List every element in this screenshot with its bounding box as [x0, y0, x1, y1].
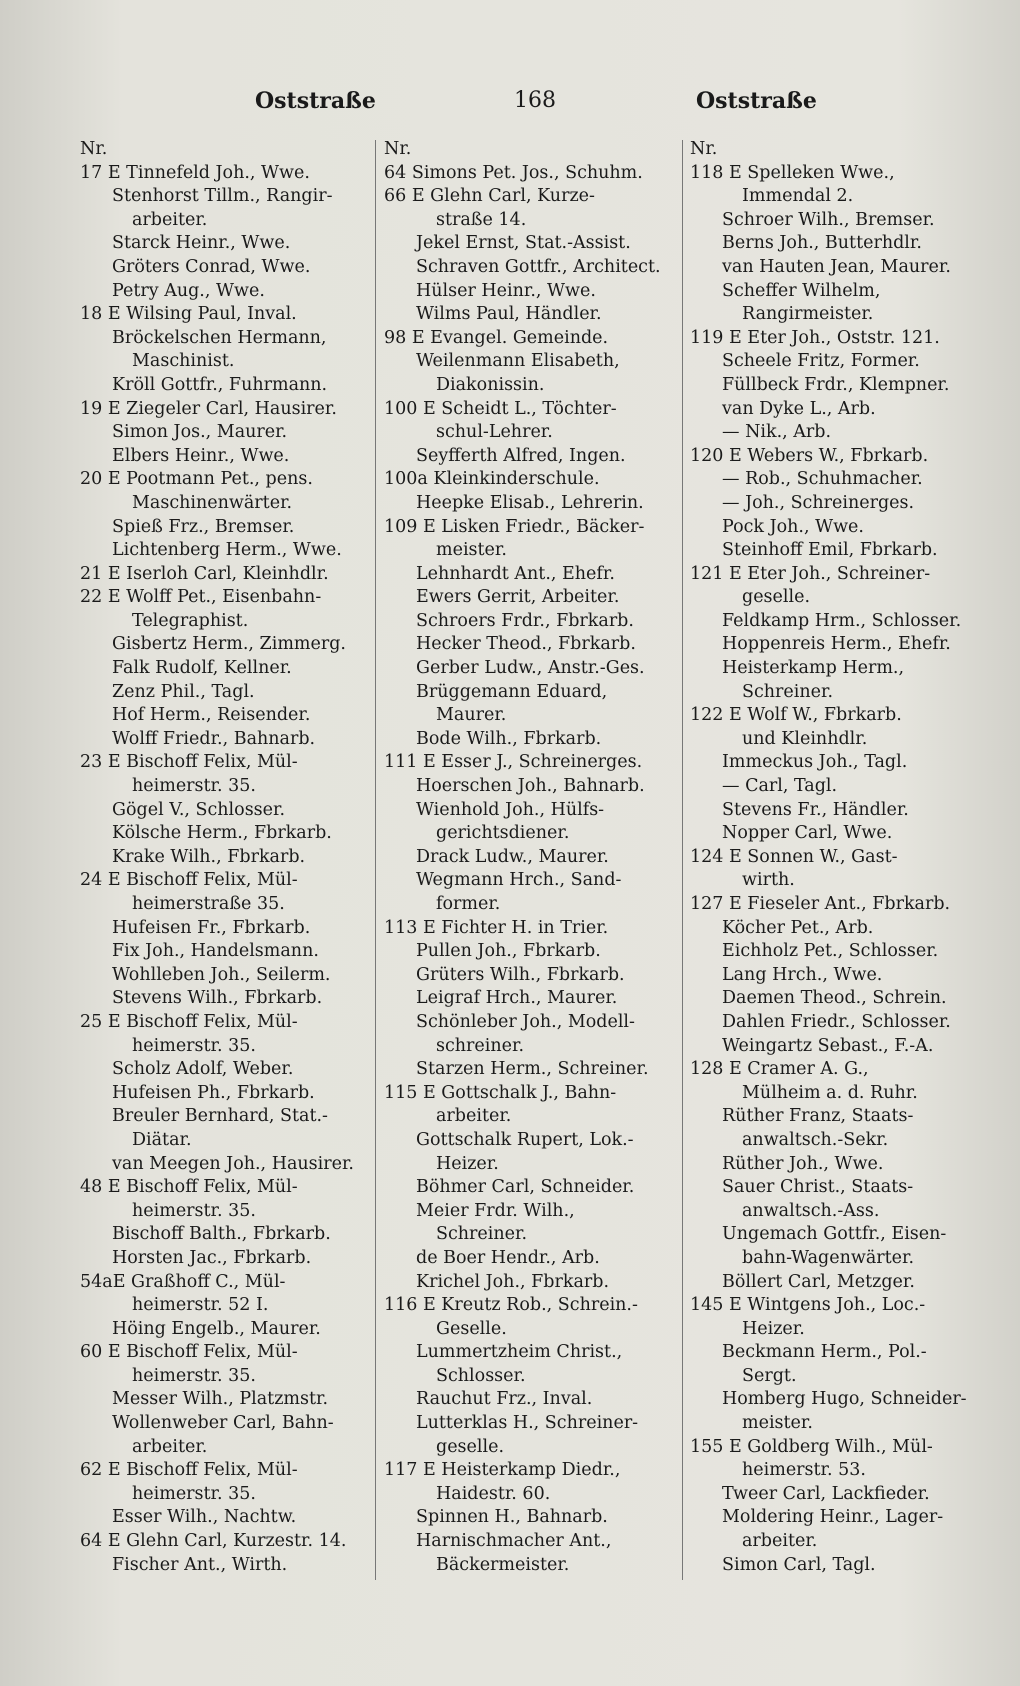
column-right — [690, 138, 980, 1626]
house-entry: 116 E Kreutz Rob., Schrein.- — [384, 1295, 638, 1316]
resident-entry: Höing Engelb., Maurer. — [112, 1318, 321, 1339]
resident-entry: Schraven Gottfr., Architect. — [416, 256, 661, 277]
house-entry: 20 E Pootmann Pet., pens. — [80, 469, 313, 490]
house-entry: 64 E Glehn Carl, Kurzestr. 14. — [80, 1531, 347, 1552]
resident-entry: schreiner. — [436, 1035, 525, 1056]
resident-entry: Tweer Carl, Lackfieder. — [722, 1483, 930, 1504]
resident-entry: Hoppenreis Herm., Ehefr. — [722, 634, 951, 655]
house-entry: Nr. — [384, 139, 412, 159]
house-entry: 100 E Scheidt L., Töchter- — [384, 398, 617, 419]
resident-entry: Hoerschen Joh., Bahnarb. — [416, 776, 645, 797]
resident-entry: Maurer. — [436, 705, 507, 726]
resident-entry: geselle. — [742, 587, 811, 608]
resident-entry: van Meegen Joh., Hausirer. — [112, 1153, 354, 1174]
house-entry: 122 E Wolf W., Fbrkarb. — [690, 705, 902, 726]
resident-entry: Haidestr. 60. — [436, 1483, 551, 1504]
resident-entry: Wienhold Joh., Hülfs- — [416, 799, 605, 820]
resident-entry: Starck Heinr., Wwe. — [112, 233, 291, 254]
resident-entry: Heizer. — [742, 1318, 805, 1339]
resident-entry: Immeckus Joh., Tagl. — [722, 752, 908, 773]
house-entry: 66 E Glehn Carl, Kurze- — [384, 186, 595, 207]
house-entry: 117 E Heisterkamp Diedr., — [384, 1460, 621, 1481]
resident-entry: de Boer Hendr., Arb. — [416, 1247, 600, 1268]
resident-entry: straße 14. — [436, 209, 527, 230]
resident-entry: Feldkamp Hrm., Schlosser. — [722, 610, 962, 631]
resident-entry: Horsten Jac., Fbrkarb. — [112, 1247, 312, 1268]
resident-entry: Wollenweber Carl, Bahn- — [112, 1413, 334, 1434]
resident-entry: Sauer Christ., Staats- — [722, 1177, 914, 1198]
house-entry: Nr. — [80, 139, 108, 159]
resident-entry: Lang Hrch., Wwe. — [722, 964, 883, 985]
column-rule — [682, 140, 683, 1580]
resident-entry: Eichholz Pet., Schlosser. — [722, 941, 939, 962]
page-number: 168 — [514, 88, 556, 113]
resident-entry: heimerstr. 53. — [742, 1460, 866, 1481]
resident-entry: Schreiner. — [436, 1224, 528, 1245]
resident-entry: van Dyke L., Arb. — [722, 398, 876, 419]
column-rule — [375, 140, 376, 1580]
resident-entry: Heizer. — [436, 1153, 499, 1174]
resident-entry: Gottschalk Rupert, Lok.- — [416, 1129, 634, 1150]
house-entry: 54aE Graßhoff C., Mül- — [80, 1271, 286, 1292]
resident-entry: Schlosser. — [436, 1365, 526, 1386]
resident-entry: heimerstr. 35. — [132, 1483, 256, 1504]
resident-entry: Brüggemann Eduard, — [416, 681, 608, 702]
resident-entry: Meier Frdr. Wilh., — [416, 1200, 575, 1221]
resident-entry: Hülser Heinr., Wwe. — [416, 280, 596, 301]
house-entry: 24 E Bischoff Felix, Mül- — [80, 870, 298, 891]
house-entry: 98 E Evangel. Gemeinde. — [384, 327, 609, 348]
house-entry: 18 E Wilsing Paul, Inval. — [80, 304, 297, 325]
house-entry: 155 E Goldberg Wilh., Mül- — [690, 1436, 933, 1457]
resident-entry: Rüther Joh., Wwe. — [722, 1153, 884, 1174]
resident-entry: Weilenmann Elisabeth, — [416, 351, 620, 372]
resident-entry: Schroer Wilh., Bremser. — [722, 209, 935, 230]
resident-entry: Grüters Wilh., Fbrkarb. — [416, 964, 625, 985]
house-entry: 64 Simons Pet. Jos., Schuhm. — [384, 162, 643, 183]
resident-entry: Simon Carl, Tagl. — [722, 1554, 876, 1575]
resident-entry: Lutterklas H., Schreiner- — [416, 1413, 639, 1434]
resident-entry: Fischer Ant., Wirth. — [112, 1554, 288, 1575]
resident-entry: Harnischmacher Ant., — [416, 1531, 612, 1552]
house-entry: Nr. — [690, 139, 718, 159]
resident-entry: Drack Ludw., Maurer. — [416, 846, 609, 867]
house-entry: 111 E Esser J., Schreinerges. — [384, 752, 643, 773]
resident-entry: heimerstraße 35. — [132, 894, 285, 914]
resident-entry: Böllert Carl, Metzger. — [722, 1271, 915, 1292]
running-head-right: Oststraße — [696, 88, 817, 114]
resident-entry: Böhmer Carl, Schneider. — [416, 1177, 635, 1198]
house-entry: 109 E Lisken Friedr., Bäcker- — [384, 516, 645, 537]
resident-entry: Schönleber Joh., Modell- — [416, 1011, 635, 1032]
resident-entry: Pock Joh., Wwe. — [722, 516, 864, 537]
resident-entry: Pullen Joh., Fbrkarb. — [416, 941, 601, 962]
house-entry: 22 E Wolff Pet., Eisenbahn- — [80, 587, 322, 608]
resident-entry: Hecker Theod., Fbrkarb. — [416, 634, 636, 655]
resident-entry: Elbers Heinr., Wwe. — [112, 445, 290, 466]
resident-entry: arbeiter. — [132, 209, 208, 230]
resident-entry: Hufeisen Ph., Fbrkarb. — [112, 1082, 315, 1103]
resident-entry: Wolff Friedr., Bahnarb. — [112, 728, 316, 749]
resident-entry: schul-Lehrer. — [436, 422, 553, 443]
resident-entry: Maschinist. — [132, 351, 235, 372]
resident-entry: — Rob., Schuhmacher. — [722, 469, 923, 490]
house-entry: 62 E Bischoff Felix, Mül- — [80, 1460, 298, 1481]
resident-entry: Moldering Heinr., Lager- — [722, 1507, 944, 1528]
resident-entry: Geselle. — [436, 1318, 507, 1339]
house-entry: 21 E Iserloh Carl, Kleinhdlr. — [80, 563, 329, 584]
resident-entry: Maschinenwärter. — [132, 492, 293, 513]
resident-entry: Rüther Franz, Staats- — [722, 1106, 914, 1127]
resident-entry: Immendal 2. — [742, 186, 854, 207]
resident-entry: Nopper Carl, Wwe. — [722, 823, 893, 844]
house-entry: 115 E Gottschalk J., Bahn- — [384, 1082, 617, 1103]
resident-entry: former. — [436, 894, 501, 914]
resident-entry: heimerstr. 35. — [132, 776, 256, 797]
resident-entry: Stevens Wilh., Fbrkarb. — [112, 988, 323, 1009]
resident-entry: — Carl, Tagl. — [722, 776, 838, 797]
page-header — [0, 88, 1020, 128]
resident-entry: Kröll Gottfr., Fuhrmann. — [112, 374, 328, 395]
resident-entry: Dahlen Friedr., Schlosser. — [722, 1011, 951, 1032]
resident-entry: Steinhoff Emil, Fbrkarb. — [722, 540, 938, 561]
house-entry: 60 E Bischoff Felix, Mül- — [80, 1342, 298, 1363]
resident-entry: Diakonissin. — [436, 374, 545, 395]
resident-entry: Scheele Fritz, Former. — [722, 351, 920, 372]
resident-entry: wirth. — [742, 870, 795, 891]
resident-entry: Hufeisen Fr., Fbrkarb. — [112, 917, 311, 938]
house-entry: 119 E Eter Joh., Oststr. 121. — [690, 327, 940, 348]
resident-entry: anwaltsch.-Ass. — [742, 1200, 880, 1221]
resident-entry: Schroers Frdr., Fbrkarb. — [416, 610, 634, 631]
resident-entry: Sergt. — [742, 1365, 797, 1386]
resident-entry: heimerstr. 35. — [132, 1365, 256, 1386]
resident-entry: Daemen Theod., Schrein. — [722, 988, 947, 1009]
resident-entry: Bode Wilh., Fbrkarb. — [416, 728, 602, 749]
house-entry: 124 E Sonnen W., Gast- — [690, 846, 898, 867]
resident-entry: Esser Wilh., Nachtw. — [112, 1507, 297, 1528]
house-entry: 100a Kleinkinderschule. — [384, 469, 600, 490]
resident-entry: Diätar. — [132, 1129, 192, 1150]
resident-entry: Krake Wilh., Fbrkarb. — [112, 846, 306, 867]
resident-entry: und Kleinhdlr. — [742, 728, 868, 749]
resident-entry: Falk Rudolf, Kellner. — [112, 658, 292, 679]
resident-entry: Rangirmeister. — [742, 304, 874, 325]
resident-entry: Bäckermeister. — [436, 1554, 570, 1575]
resident-entry: Seyfferth Alfred, Ingen. — [416, 445, 626, 466]
house-entry: 145 E Wintgens Joh., Loc.- — [690, 1295, 926, 1316]
house-entry: 48 E Bischoff Felix, Mül- — [80, 1177, 298, 1198]
resident-entry: Lummertzheim Christ., — [416, 1342, 623, 1363]
resident-entry: Wohlleben Joh., Seilerm. — [112, 964, 331, 985]
resident-entry: Lehnhardt Ant., Ehefr. — [416, 563, 615, 584]
resident-entry: Lichtenberg Herm., Wwe. — [112, 540, 342, 561]
house-entry: 127 E Fieseler Ant., Fbrkarb. — [690, 894, 951, 914]
resident-entry: Gisbertz Herm., Zimmerg. — [112, 634, 346, 655]
resident-entry: Messer Wilh., Platzmstr. — [112, 1389, 329, 1410]
resident-entry: Wegmann Hrch., Sand- — [416, 870, 622, 891]
resident-entry: gerichtsdiener. — [436, 823, 570, 844]
resident-entry: anwaltsch.-Sekr. — [742, 1129, 889, 1150]
resident-entry: Mülheim a. d. Ruhr. — [742, 1082, 918, 1103]
resident-entry: geselle. — [436, 1436, 505, 1457]
resident-entry: heimerstr. 52 I. — [132, 1295, 269, 1316]
resident-entry: arbeiter. — [436, 1106, 512, 1127]
resident-entry: Füllbeck Frdr., Klempner. — [722, 374, 950, 395]
running-head-left: Oststraße — [255, 88, 376, 114]
resident-entry: Gröters Conrad, Wwe. — [112, 256, 311, 277]
resident-entry: heimerstr. 35. — [132, 1035, 256, 1056]
resident-entry: Krichel Joh., Fbrkarb. — [416, 1271, 610, 1292]
resident-entry: heimerstr. 35. — [132, 1200, 256, 1221]
resident-entry: Gerber Ludw., Anstr.-Ges. — [416, 658, 645, 679]
resident-entry: Rauchut Frz., Inval. — [416, 1389, 593, 1410]
resident-entry: Spieß Frz., Bremser. — [112, 516, 295, 537]
resident-entry: — Joh., Schreinerges. — [722, 492, 915, 513]
resident-entry: arbeiter. — [742, 1531, 818, 1552]
resident-entry: Ungemach Gottfr., Eisen- — [722, 1224, 947, 1245]
house-entry: 19 E Ziegeler Carl, Hausirer. — [80, 398, 337, 419]
house-entry: 128 E Cramer A. G., — [690, 1059, 869, 1080]
resident-entry: Stenhorst Tillm., Rangir- — [112, 186, 333, 207]
resident-entry: bahn-Wagenwärter. — [742, 1247, 915, 1268]
house-entry: 23 E Bischoff Felix, Mül- — [80, 752, 298, 773]
resident-entry: arbeiter. — [132, 1436, 208, 1457]
resident-entry: Zenz Phil., Tagl. — [112, 681, 255, 702]
resident-entry: Fix Joh., Handelsmann. — [112, 941, 319, 962]
resident-entry: Jekel Ernst, Stat.-Assist. — [416, 233, 631, 254]
resident-entry: Köcher Pet., Arb. — [722, 917, 874, 938]
resident-entry: Gögel V., Schlosser. — [112, 799, 286, 820]
resident-entry: meister. — [436, 540, 507, 561]
column-left — [80, 138, 368, 1626]
resident-entry: Heisterkamp Herm., — [722, 658, 905, 679]
resident-entry: Spinnen H., Bahnarb. — [416, 1507, 608, 1528]
resident-entry: Starzen Herm., Schreiner. — [416, 1059, 649, 1080]
resident-entry: Simon Jos., Maurer. — [112, 422, 288, 443]
resident-entry: Schreiner. — [742, 681, 834, 702]
resident-entry: Hof Herm., Reisender. — [112, 705, 311, 726]
house-entry: 25 E Bischoff Felix, Mül- — [80, 1011, 298, 1032]
resident-entry: Homberg Hugo, Schneider- — [722, 1389, 967, 1410]
resident-entry: Kölsche Herm., Fbrkarb. — [112, 823, 332, 844]
resident-entry: Bröckelschen Hermann, — [112, 327, 327, 348]
resident-entry: meister. — [742, 1413, 813, 1434]
resident-entry: Stevens Fr., Händler. — [722, 799, 909, 820]
resident-entry: Leigraf Hrch., Maurer. — [416, 988, 618, 1009]
resident-entry: Scheffer Wilhelm, — [722, 280, 881, 301]
resident-entry: van Hauten Jean, Maurer. — [722, 256, 951, 277]
resident-entry: Bischoff Balth., Fbrkarb. — [112, 1224, 331, 1245]
resident-entry: Breuler Bernhard, Stat.- — [112, 1106, 328, 1127]
resident-entry: Petry Aug., Wwe. — [112, 280, 265, 301]
resident-entry: Ewers Gerrit, Arbeiter. — [416, 587, 620, 608]
house-entry: 118 E Spelleken Wwe., — [690, 162, 895, 183]
resident-entry: Scholz Adolf, Weber. — [112, 1059, 294, 1080]
resident-entry: Telegraphist. — [132, 610, 249, 631]
resident-entry: Heepke Elisab., Lehrerin. — [416, 492, 644, 513]
resident-entry: Berns Joh., Butterhdlr. — [722, 233, 922, 254]
resident-entry: — Nik., Arb. — [722, 422, 832, 443]
house-entry: 113 E Fichter H. in Trier. — [384, 917, 609, 938]
house-entry: 120 E Webers W., Fbrkarb. — [690, 445, 929, 466]
house-entry: 17 E Tinnefeld Joh., Wwe. — [80, 162, 310, 183]
house-entry: 121 E Eter Joh., Schreiner- — [690, 563, 931, 584]
resident-entry: Wilms Paul, Händler. — [416, 304, 602, 325]
column-middle — [384, 138, 676, 1626]
resident-entry: Beckmann Herm., Pol.- — [722, 1342, 927, 1363]
resident-entry: Weingartz Sebast., F.-A. — [722, 1035, 934, 1056]
